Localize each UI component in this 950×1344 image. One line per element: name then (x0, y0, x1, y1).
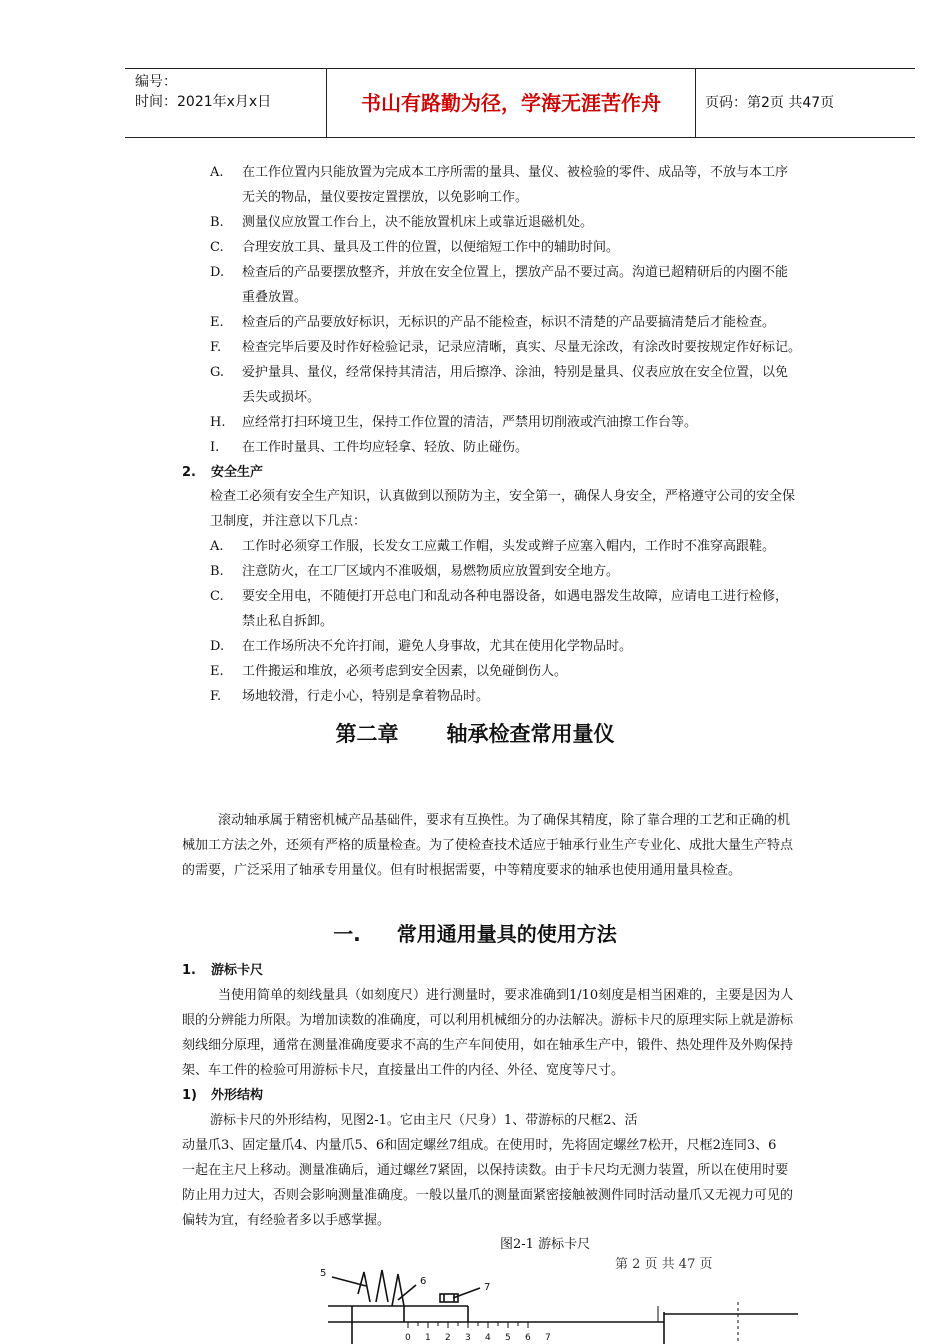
caliper-heading-number: 1. (182, 963, 196, 978)
list-item-text: 检查后的产品要放好标识，无标识的产品不能检查，标识不清楚的产品要搞清楚后才能检查。 (242, 315, 776, 330)
caliper-para-line: 刻线细分原理，通常在测量准确度要求不高的生产车间使用，如在轴承生产中，锻件、热处理件及外购保持 (182, 1038, 794, 1053)
list-item-text: 丢失或损坏。 (242, 390, 321, 405)
structure-line: 动量爪3、固定量爪4、内量爪5、6和固定螺丝7组成。在使用时，先将固定螺丝7松开，尺框2连同3、6 (182, 1138, 777, 1153)
section-number: 一. (333, 922, 361, 946)
structure-line: 防止用力过大，否则会影响测量准确度。一般以量爪的测量面紧密接触被测件同时活动量爪又无视力可见的 (182, 1188, 794, 1203)
list-item-marker: B. (210, 564, 224, 579)
list-item-text: 测量仪应放置工作台上，决不能放置机床上或靠近退磁机处。 (242, 215, 594, 230)
header-page-info: 页码：第2页 共47页 (705, 95, 835, 111)
scale-label: 2 (445, 1333, 451, 1343)
doc-time-label: 时间：2021年x月x日 (135, 94, 272, 110)
scale-label: 7 (545, 1333, 551, 1343)
figure-label-7: 7 (484, 1282, 491, 1293)
list-item-marker: I. (210, 440, 220, 455)
chapter-intro-line: 滚动轴承属于精密机械产品基础件，要求有互换性。为了确保其精度，除了靠合理的工艺和正确的机 (218, 813, 791, 828)
figure-label-6: 6 (420, 1276, 427, 1287)
structure-line: 一起在主尺上移动。测量准确后，通过螺丝7紧固，以保持读数。由于卡尺均无测力装置，所以在使用时要 (182, 1163, 789, 1178)
list-item-marker: C. (210, 589, 224, 604)
caliper-para-line: 架、车工件的检验可用游标卡尺，直接量出工件的内径、外径、宽度等尺寸。 (182, 1063, 625, 1078)
list-item-marker: E. (210, 664, 224, 679)
scale-label: 4 (485, 1333, 491, 1343)
safety-intro-line: 卫制度，并注意以下几点： (210, 514, 367, 529)
list-item-marker: C. (210, 240, 224, 255)
list-item-text: 注意防火，在工厂区域内不准吸烟，易燃物质应放置到安全地方。 (242, 564, 620, 579)
figure-label-5: 5 (320, 1268, 327, 1279)
structure-line: 偏转为宜，有经验者多以手感掌握。 (182, 1213, 391, 1228)
list-item-marker: F. (210, 340, 222, 355)
doc-number-label: 编号： (135, 74, 177, 90)
vernier-caliper-figure (318, 1262, 878, 1344)
section-title (0, 918, 950, 947)
header-meta (125, 69, 325, 137)
structure-heading: 外形结构 (211, 1088, 264, 1103)
list-item-marker: D. (210, 639, 225, 654)
chapter-name: 轴承检查常用量仪 (446, 722, 615, 746)
caliper-para-line: 眼的分辨能力所限。为增加读数的准确度，可以利用机械细分的办法解决。游标卡尺的原理实际上就是游标 (182, 1013, 794, 1028)
list-item-marker: A. (210, 539, 224, 554)
list-item-marker: A. (210, 165, 224, 180)
scale-label: 6 (525, 1333, 531, 1343)
list-item-text: 工作时必须穿工作服，长发女工应戴工作帽，头发或辫子应塞入帽内，工作时不准穿高跟鞋。 (242, 539, 776, 554)
scale-label: 0 (405, 1333, 411, 1343)
header-motto: 书山有路勤为径，学海无涯苦作舟 (326, 69, 696, 137)
section-name: 常用通用量具的使用方法 (396, 922, 617, 946)
list-item-text: 重叠放置。 (242, 290, 308, 305)
list-item-text: 应经常打扫环境卫生，保持工作位置的清洁，严禁用切削液或汽油擦工作台等。 (242, 415, 698, 430)
list-item-text: 无关的物品，量仪要按定置摆放，以免影响工作。 (242, 190, 529, 205)
list-item-marker: B. (210, 215, 224, 230)
list-item-marker: F. (210, 689, 222, 704)
list-item-text: 要安全用电，不随便打开总电门和乱动各种电器设备，如遇电器发生故障，应请电工进行检修， (242, 589, 789, 604)
chapter-intro-line: 的需要，广泛采用了轴承专用量仪。但有时根据需要，中等精度要求的轴承也使用通用量具检查。 (182, 863, 742, 878)
caliper-heading: 游标卡尺 (211, 963, 264, 978)
scale-label: 5 (505, 1333, 511, 1343)
caliper-para-line: 当使用简单的刻线量具（如刻度尺）进行测量时，要求准确到1/10刻度是相当困难的，主要是因为人 (218, 988, 794, 1003)
safety-heading: 安全生产 (211, 465, 264, 480)
list-item-text: 工件搬运和堆放，必须考虑到安全因素，以免碰倒伤人。 (242, 664, 568, 679)
chapter-title (0, 718, 950, 748)
list-item-text: 在工作时量具、工件均应轻拿、轻放、防止碰伤。 (242, 440, 529, 455)
list-item-marker: G. (210, 365, 225, 380)
list-item-text: 检查后的产品要摆放整齐，并放在安全位置上，摆放产品不要过高。沟道已超精研后的内圈不能 (242, 265, 789, 280)
list-item-text: 场地较滑，行走小心，特别是拿着物品时。 (242, 689, 490, 704)
structure-line: 游标卡尺的外形结构，见图2-1。它由主尺（尺身）1、带游标的尺框2、活 (210, 1113, 638, 1128)
list-item-text: 检查完毕后要及时作好检验记录，记录应清晰，真实、尽量无涂改，有涂改时要按规定作好标记。 (242, 340, 802, 355)
list-item-text: 禁止私自拆卸。 (242, 614, 334, 629)
list-item-text: 合理安放工具、量具及工件的位置，以便缩短工作中的辅助时间。 (242, 240, 620, 255)
safety-heading-number: 2. (182, 465, 196, 480)
list-item-text: 在工作位置内只能放置为完成本工序所需的量具、量仪、被检验的零件、成品等，不放与本工序 (242, 165, 789, 180)
scale-label: 3 (465, 1333, 471, 1343)
list-item-text: 爱护量具、量仪，经常保持其清洁，用后擦净、涂油，特别是量具、仪表应放在安全位置，以免 (242, 365, 789, 380)
overlay-page-footer: 第 2 页 共 47 页 (615, 1257, 713, 1272)
list-item-marker: D. (210, 265, 225, 280)
page-header (125, 68, 915, 138)
list-item-text: 在工作场所决不允许打闹，避免人身事故，尤其在使用化学物品时。 (242, 639, 633, 654)
figure-caption: 图2-1 游标卡尺 (500, 1237, 591, 1252)
list-item-marker: H. (210, 415, 226, 430)
scale-label: 1 (425, 1333, 431, 1343)
safety-intro-line: 检查工必须有安全生产知识，认真做到以预防为主，安全第一，确保人身安全，严格遵守公司的安全保 (210, 489, 796, 504)
chapter-number: 第二章 (335, 722, 399, 746)
structure-heading-number: 1) (182, 1088, 197, 1103)
chapter-intro-line: 械加工方法之外，还须有严格的质量检查。为了使检查技术适应于轴承行业生产专业化、成批大量生产特点 (182, 838, 794, 853)
list-item-marker: E. (210, 315, 224, 330)
